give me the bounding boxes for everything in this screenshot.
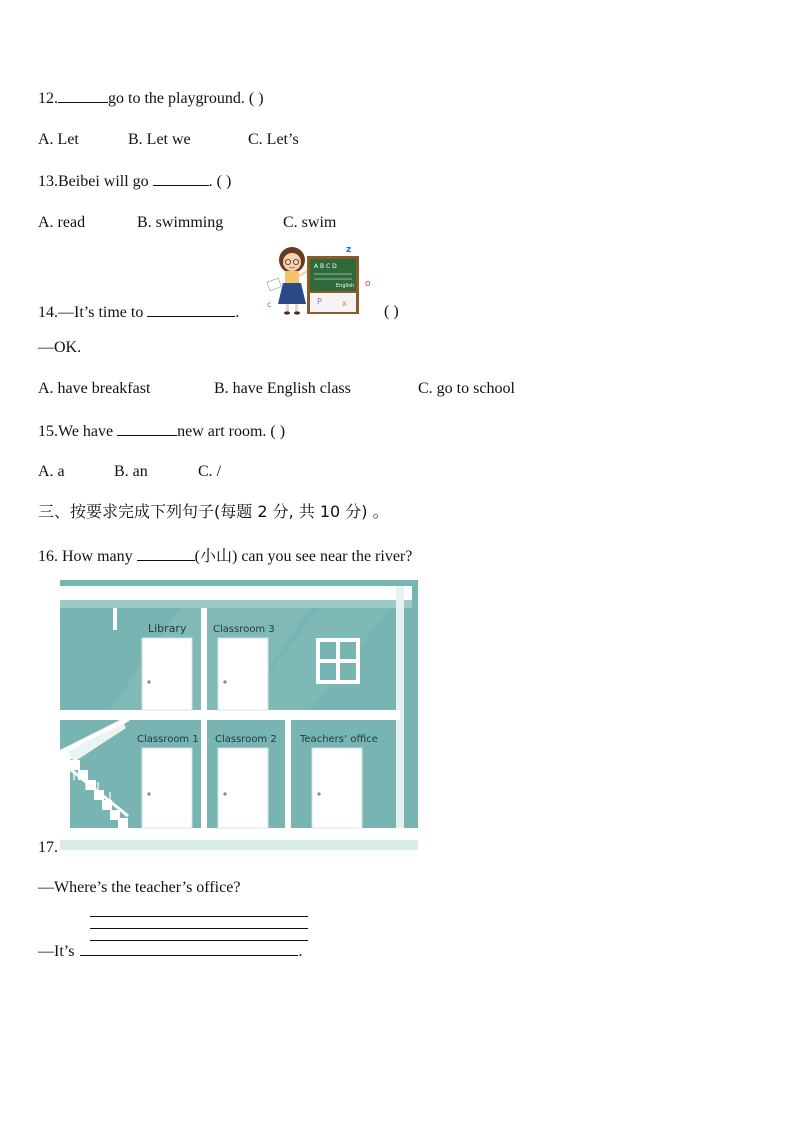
teacher-skirt [278,283,306,304]
question-number: 16. [38,548,58,565]
door-classroom-1 [142,748,192,828]
answer-blank[interactable] [147,302,235,317]
answer-blank[interactable] [58,88,108,103]
room-label-classroom-2: Classroom 2 [215,734,277,745]
door-teachers-office [312,748,362,828]
option-b[interactable]: B. Let we [128,131,191,148]
question-13 [38,171,231,192]
answer-blank[interactable] [80,941,298,956]
floor-divider [60,710,400,720]
teacher-shirt [285,271,299,283]
answer-paren[interactable]: ( ) [384,303,399,320]
question-text: go to the playground. ( ) [108,90,264,107]
question-text: Beibei will go [58,173,153,190]
answer-blank[interactable] [117,421,177,436]
question-number: 15. [38,423,58,440]
option-c[interactable]: C. Let’s [248,131,299,148]
question-13-options [38,213,336,233]
answer-blank[interactable] [137,546,195,561]
option-b[interactable]: B. have English class [214,380,351,397]
option-a[interactable]: A. Let [38,131,79,148]
question-tail: . ( ) [208,173,232,190]
letter-c: c [267,300,272,309]
question-14-options [38,379,515,399]
chinese-hint: (小山) [194,548,238,565]
school-building-illustration [60,580,418,850]
room-label-classroom-3: Classroom 3 [213,624,275,635]
option-c[interactable]: C. / [198,463,222,480]
reply-text: —OK. [38,339,82,356]
question-12-options [38,130,299,150]
board-label: English [336,283,355,289]
letter-o: o [365,279,371,289]
question-text: How many [58,548,137,565]
room-label-teachers-office: Teachers’ office [300,734,378,745]
question-17-number: 17. [38,839,58,856]
section-heading: 三、按要求完成下列句子(每题 2 分, 共 10 分) 。 [38,502,389,521]
book-icon [267,278,281,291]
letter-x: x [342,299,347,308]
letter-z: z [346,245,352,255]
question-17-answer [38,941,302,962]
option-b[interactable]: B. an [114,463,148,480]
room-label-library: Library [148,622,187,635]
question-text: It’s time to [74,304,148,321]
letter-p: P [317,297,322,306]
answer-tail: . [298,943,303,960]
question-tail: . [235,304,240,321]
option-c[interactable]: C. go to school [418,380,515,397]
board-text: A B C D [314,263,337,270]
door-classroom-3 [218,638,268,710]
option-c[interactable]: C. swim [283,214,337,231]
question-15 [38,421,285,442]
answer-blank[interactable] [153,171,209,186]
question-number: 12. [38,90,58,107]
door-library [142,638,192,710]
question-tail: new art room. ( ) [177,423,286,440]
option-a[interactable]: A. read [38,214,86,231]
question-17-question: —Where’s the teacher’s office? [38,879,241,896]
answer-prefix: —It’s [38,943,79,960]
teacher-chalkboard-illustration [262,240,377,320]
option-a[interactable]: A. a [38,463,65,480]
option-a[interactable]: A. have breakfast [38,380,151,397]
question-16 [38,546,412,567]
question-text-end: can you see near the river? [237,548,413,565]
door-classroom-2 [218,748,268,828]
room-label-classroom-1: Classroom 1 [137,734,199,745]
question-12 [38,88,264,109]
question-number: 13. [38,173,58,190]
question-15-options [38,462,221,482]
question-number: 14.— [38,304,74,321]
question-14 [38,302,239,323]
option-b[interactable]: B. swimming [137,214,224,231]
question-text: We have [58,423,118,440]
